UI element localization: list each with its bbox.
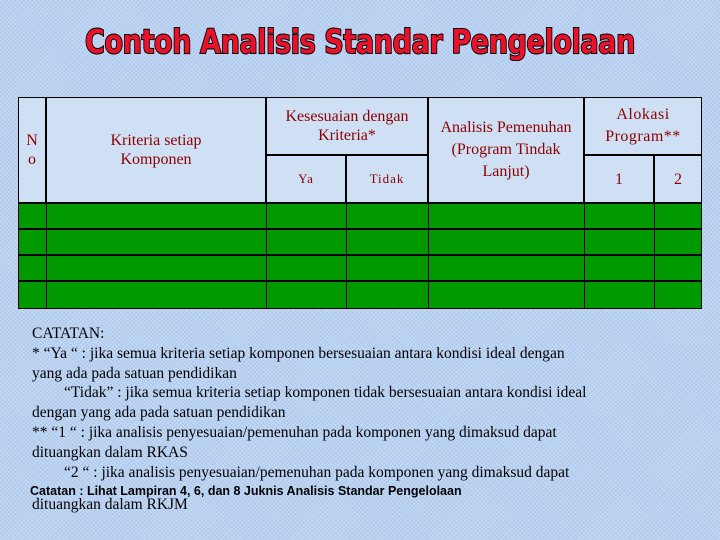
- notes: [32, 324, 692, 482]
- page-title: Contoh Analisis Standar Pengelolaan: [85, 22, 635, 61]
- table-body-divider: [428, 203, 429, 309]
- notes-line: dituangkan dalam RKJM: [32, 496, 188, 513]
- table-body-divider: [46, 203, 47, 309]
- table-body-divider: [346, 203, 347, 309]
- table-body-row-4: [18, 281, 702, 309]
- footer-note: Catatan : Lihat Lampiran 4, 6, dan 8 Juknis Analisis Standar Pengelolaan: [30, 484, 462, 498]
- table-body-divider: [584, 203, 585, 309]
- header-ya-label: Ya: [298, 171, 314, 186]
- header-tidak: [346, 155, 428, 203]
- table-body-divider: [266, 203, 267, 309]
- header-ya: [266, 155, 346, 203]
- header-no-label: N o: [26, 132, 38, 168]
- header-analisis-label: Analisis Pemenuhan (Program Tindak Lanjut): [440, 119, 572, 180]
- header-no: [18, 97, 46, 203]
- header-analisis: [428, 97, 584, 203]
- notes-line: yang ada pada satuan pendidikan: [32, 364, 237, 382]
- table-body-row-1: [18, 203, 702, 229]
- notes-line: dituangkan dalam RKAS: [32, 443, 188, 461]
- notes-heading: CATATAN:: [32, 325, 105, 342]
- notes-line: dengan yang ada pada satuan pendidikan: [32, 404, 286, 422]
- header-kesesuaian-label: Kesesuaian dengan Kriteria*: [285, 108, 409, 144]
- header-program-2: [654, 155, 702, 203]
- header-alokasi: [584, 97, 702, 155]
- header-tidak-label: Tidak: [369, 171, 405, 186]
- header-kriteria-label: Kriteria setiap Komponen: [110, 132, 202, 168]
- header-program-2-label: 2: [674, 170, 682, 188]
- header-kriteria: [46, 97, 266, 203]
- header-kesesuaian: [266, 97, 428, 155]
- notes-line: ** “1 “ : jika analisis penyesuaian/pemenuhan pada komponen yang dimaksud dapat: [32, 423, 557, 441]
- notes-line: “2 “ : jika analisis penyesuaian/pemenuhan pada komponen yang dimaksud dapat: [64, 463, 570, 481]
- table-body-row-2: [18, 229, 702, 255]
- notes-line: * “Ya “ : jika semua kriteria setiap komponen bersesuaian antara kondisi ideal dengan: [32, 344, 565, 362]
- analysis-table: [18, 97, 702, 309]
- notes-line: “Tidak” : jika semua kriteria setiap komponen tidak bersesuaian antara kondisi ideal: [64, 384, 587, 402]
- header-alokasi-label: Alokasi Program**: [605, 106, 681, 145]
- header-program-1-label: 1: [615, 170, 623, 188]
- header-program-1: [584, 155, 654, 203]
- table-body-row-3: [18, 255, 702, 281]
- table-body-divider: [654, 203, 655, 309]
